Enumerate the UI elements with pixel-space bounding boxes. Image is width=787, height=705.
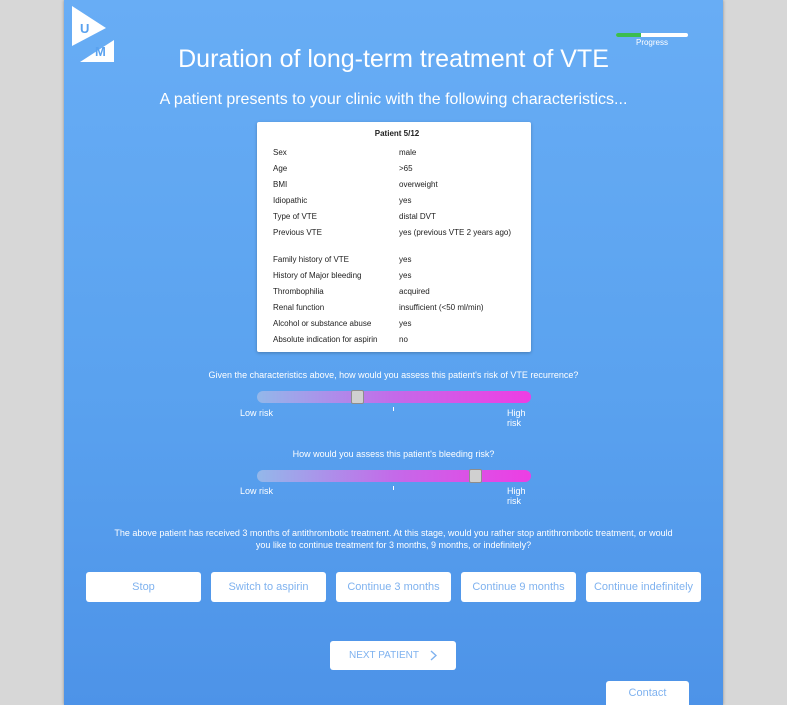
patient-card	[257, 122, 531, 352]
patient-row	[273, 148, 521, 164]
patient-row-label: Alcohol or substance abuse	[273, 319, 372, 328]
next-patient-label: NEXT PATIENT	[348, 650, 419, 661]
patient-row-label: History of Major bleeding	[273, 271, 362, 280]
bleeding-high-label: High risk	[507, 486, 526, 506]
contact-button[interactable]	[606, 681, 689, 705]
bleeding-slider-track[interactable]	[257, 470, 531, 482]
progress-fill	[616, 33, 641, 37]
patient-characteristics-list	[273, 148, 521, 351]
treatment-choice-group	[86, 572, 701, 602]
patient-row-value: >65	[399, 164, 413, 173]
patient-row	[273, 287, 521, 303]
patient-row	[273, 319, 521, 335]
patient-row	[273, 196, 521, 212]
stop-button[interactable]: Stop	[86, 572, 201, 602]
patient-row-value: yes	[399, 196, 412, 205]
patient-row	[273, 303, 521, 319]
svg-text:U: U	[80, 21, 90, 36]
treatment-question-line-2: you like to continue treatment for 3 months, 9 months, or indefinitely?	[255, 540, 532, 550]
recurrence-slider-track[interactable]	[257, 391, 531, 403]
patient-row-label: Renal function	[273, 303, 325, 312]
recurrence-slider-midpoint-tick	[393, 407, 394, 411]
bleeding-question: How would you assess this patient's bleeding risk?	[292, 449, 495, 459]
patient-row-label: Age	[273, 164, 288, 173]
progress-label: Progress	[635, 38, 668, 47]
recurrence-question: Given the characteristics above, how would you assess this patient's risk of VTE recurrence?	[208, 370, 579, 380]
page-title: Duration of long-term treatment of VTE	[178, 45, 609, 73]
bleeding-risk-slider[interactable]	[240, 470, 531, 506]
patient-row-label: Idiopathic	[273, 196, 308, 205]
recurrence-low-label: Low risk	[240, 408, 274, 418]
page-subtitle: A patient presents to your clinic with the following characteristics...	[159, 91, 628, 108]
patient-row-label: BMI	[273, 180, 288, 189]
patient-row-value: overweight	[399, 180, 438, 189]
patient-row-label: Thrombophilia	[273, 287, 324, 296]
patient-row-value: yes	[399, 271, 412, 280]
patient-row-label: Absolute indication for aspirin	[273, 335, 378, 344]
patient-row	[273, 228, 521, 255]
patient-row	[273, 271, 521, 287]
patient-row-value: male	[399, 148, 417, 157]
continue-3-months-button[interactable]: Continue 3 months	[336, 572, 451, 602]
patient-row-value: yes	[399, 255, 412, 264]
switch-to-aspirin-button[interactable]: Switch to aspirin	[211, 572, 326, 602]
recurrence-slider-thumb[interactable]	[351, 390, 364, 404]
bleeding-low-label: Low risk	[240, 486, 274, 496]
patient-row	[273, 164, 521, 180]
chevron-right-icon	[430, 650, 437, 661]
progress-bar	[616, 33, 688, 37]
svg-text:M: M	[95, 44, 106, 59]
contact-label: Contact	[628, 687, 667, 699]
patient-row	[273, 255, 521, 271]
patient-row-value: insufficient (<50 ml/min)	[399, 303, 484, 312]
bleeding-slider-thumb[interactable]	[469, 469, 482, 483]
patient-row-value: no	[399, 335, 408, 344]
patient-row-value: distal DVT	[399, 212, 436, 221]
patient-row-label: Family history of VTE	[273, 255, 350, 264]
recurrence-high-label: High risk	[507, 408, 526, 428]
patient-row-value: acquired	[399, 287, 430, 296]
patient-row-label: Previous VTE	[273, 228, 322, 237]
patient-row	[273, 180, 521, 196]
patient-card-title: Patient 5/12	[374, 129, 420, 138]
continue-indefinitely-button[interactable]: Continue indefinitely	[586, 572, 701, 602]
patient-row-label: Sex	[273, 148, 287, 157]
treatment-question	[82, 527, 705, 551]
patient-row-value: yes	[399, 319, 412, 328]
survey-page	[64, 0, 723, 705]
patient-row-value: yes (previous VTE 2 years ago)	[399, 228, 512, 237]
recurrence-risk-slider[interactable]	[240, 391, 531, 428]
patient-row-label: Type of VTE	[273, 212, 318, 221]
treatment-question-line-1: The above patient has received 3 months of antithrombotic treatment. At this stage, would you rather stop antithrombotic treatment, or would	[114, 528, 673, 538]
next-patient-button[interactable]	[330, 641, 456, 670]
patient-row	[273, 335, 521, 351]
bleeding-slider-midpoint-tick	[393, 486, 394, 490]
continue-9-months-button[interactable]: Continue 9 months	[461, 572, 576, 602]
patient-row	[273, 212, 521, 228]
